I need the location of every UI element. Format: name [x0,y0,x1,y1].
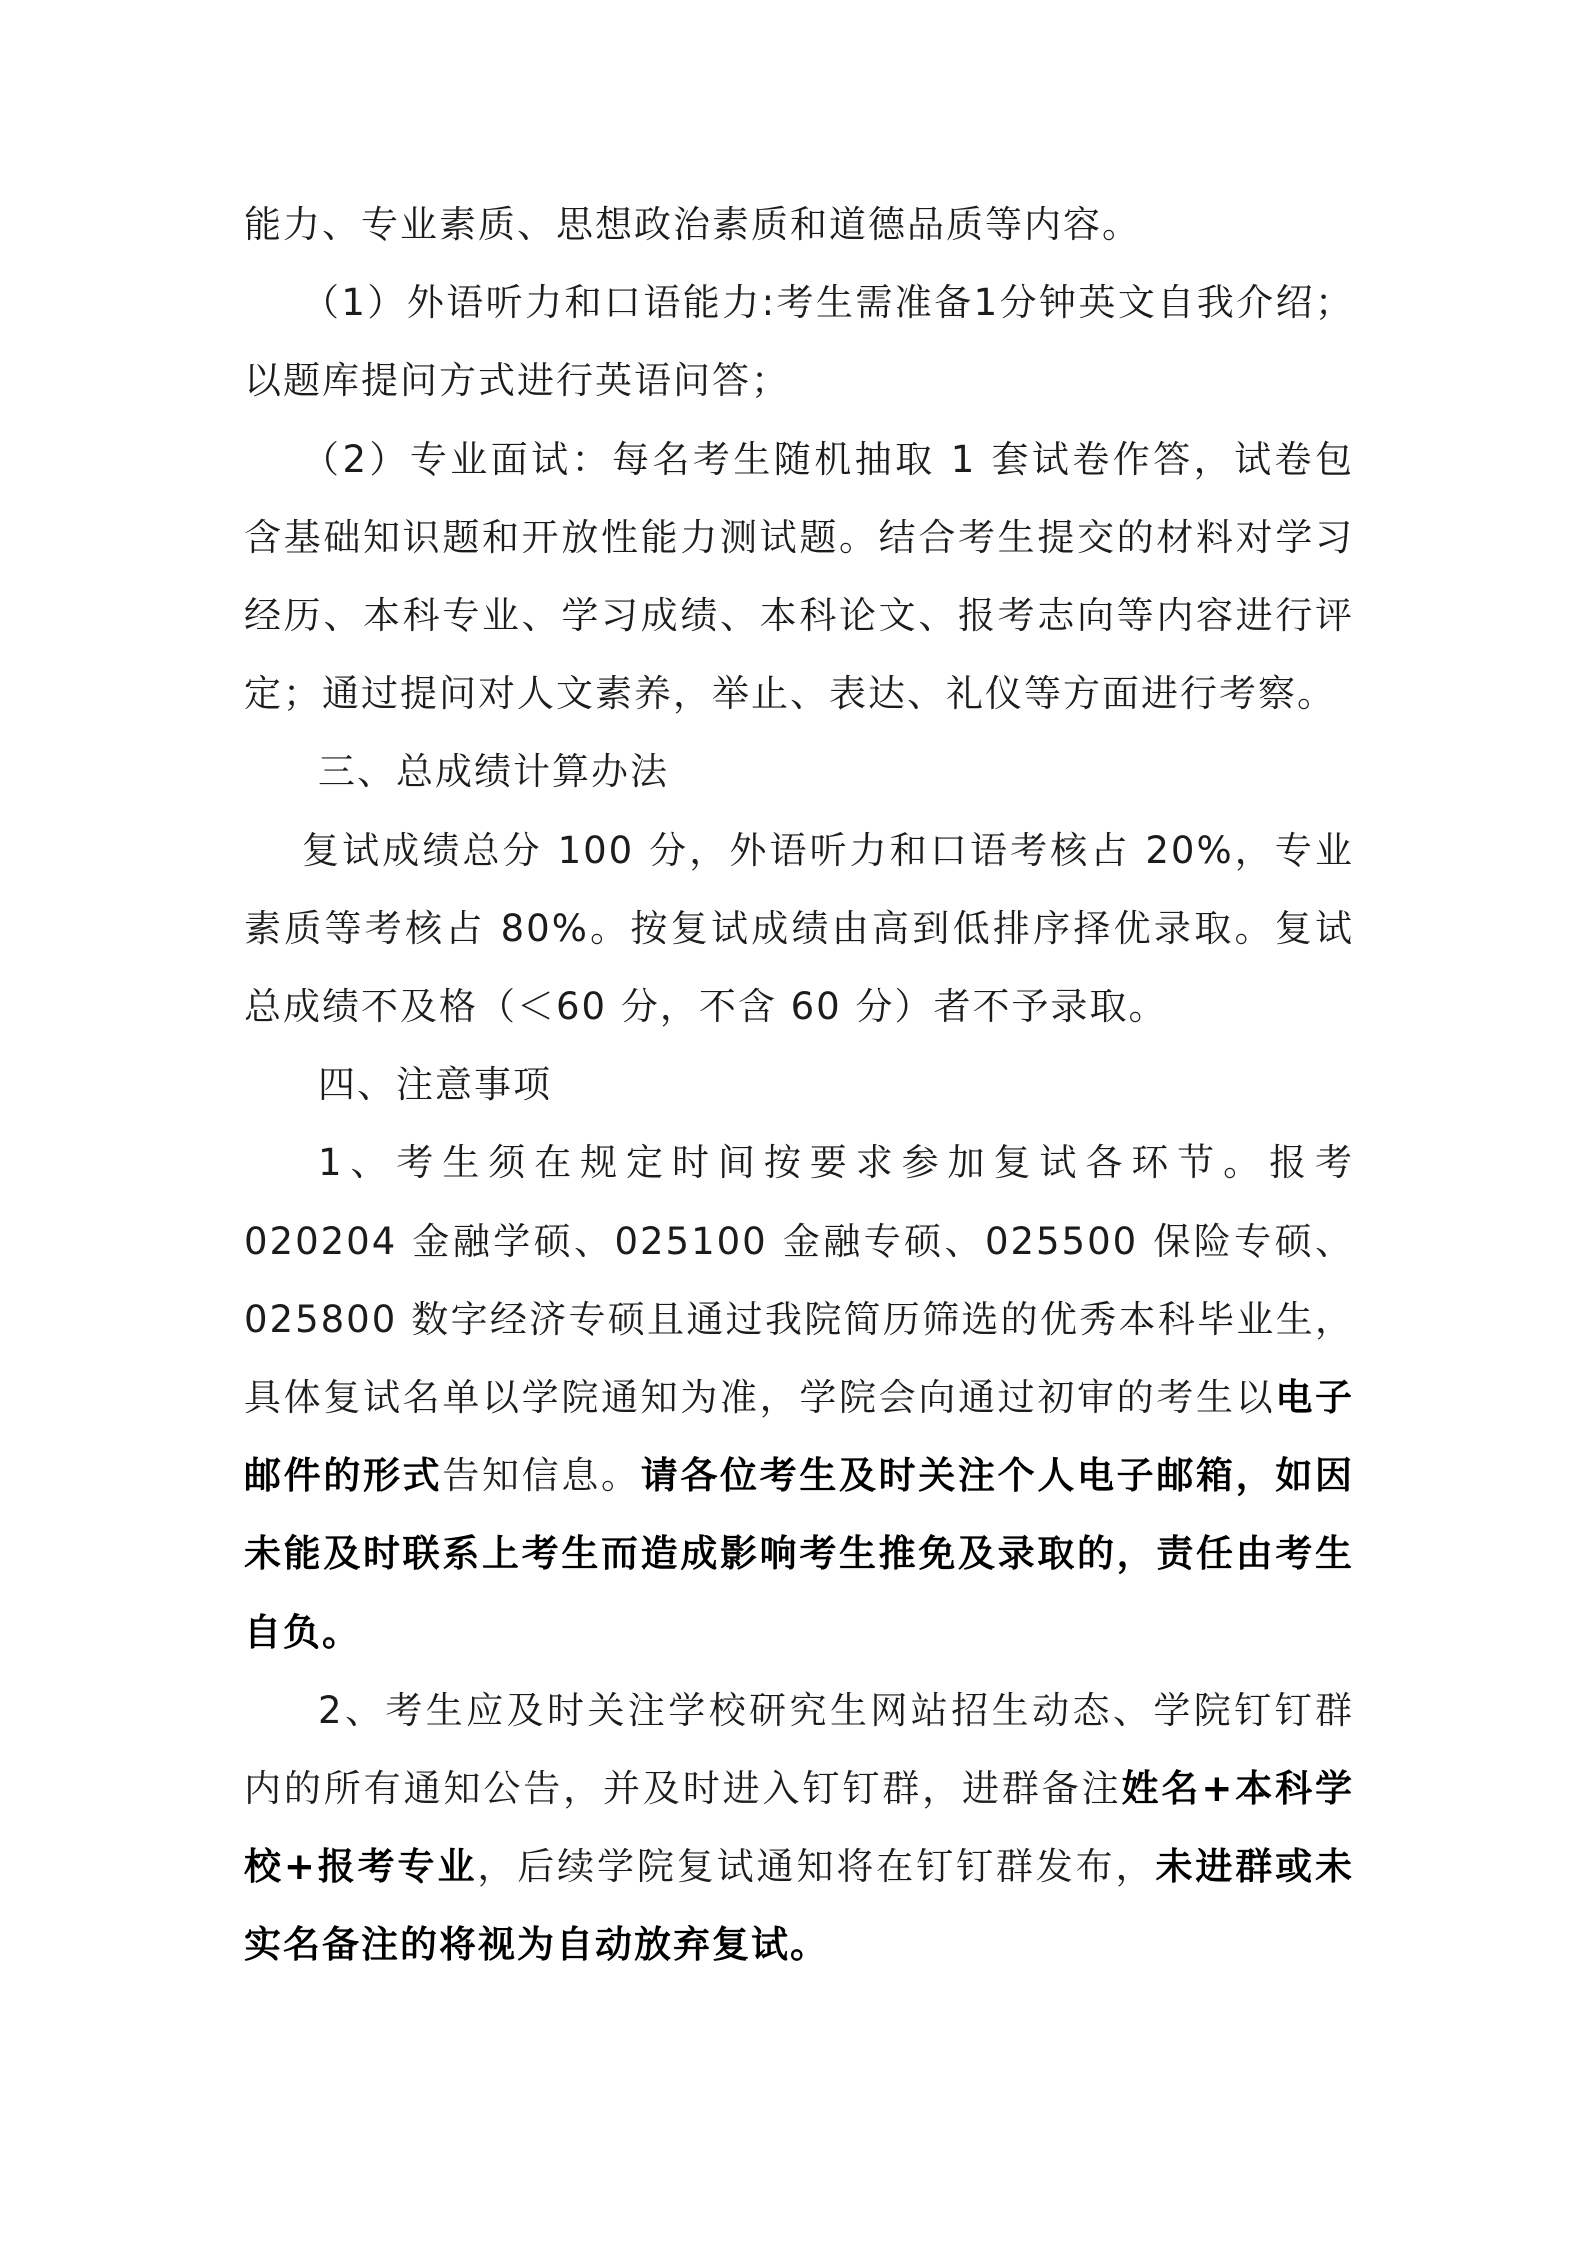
note-1-text-2: 告知信息。 [442,1454,641,1498]
section-heading-total-score: 三、总成绩计算办法 [318,750,669,794]
note-1-email-emphasis: 电子邮件的形式 [244,1376,1355,1498]
paragraph-note-1 [244,1124,1354,1671]
paragraph-listening-speaking: （1）外语听力和口语能力:考生需准备1分钟英文自我介绍；以题库提问方式进行英语问答； [244,281,1354,403]
note-1-warning: 请各位考生及时关注个人电子邮箱，如因未能及时联系上考生而造成影响考生推免及录取的，责任由考生自负。 [244,1454,1355,1654]
note-1-text: 1、考生须在规定时间按要求参加复试各环节。报考 020204 金融学硕、025100 金融专硕、025500 保险专硕、025800 数字经济专硕且通过我院简历筛选的优秀本科毕业生，具体复试名单以学院通知为准，学院会向通过初审的考生以 [244,1141,1354,1420]
note-2-text-2: ，后续学院复试通知将在钉钉群发布， [477,1845,1156,1889]
paragraph-professional-interview: （2）专业面试：每名考生随机抽取 1 套试卷作答，试卷包含基础知识题和开放性能力测试题。结合考生提交的材料对学习经历、本科专业、学习成绩、本科论文、报考志向等内容进行评定；通过提问对人文素养，举止、表达、礼仪等方面进行考察。 [244,437,1354,716]
paragraph-note-2 [244,1672,1354,1985]
paragraph-score-calculation: 复试成绩总分 100 分，外语听力和口语考核占 20%，专业素质等考核占 80%。按复试成绩由高到低排序择优录取。复试总成绩不及格（＜60 分，不含 60 分）者不予录取。 [244,828,1354,1029]
note-2-text: 2、考生应及时关注学校研究生网站招生动态、学院钉钉群内的所有通知公告，并及时进入钉钉群，进群备注 [244,1688,1354,1811]
section-heading-notes: 四、注意事项 [318,1063,552,1107]
note-2-remark-format: 姓名+本科学校+报考专业 [244,1767,1354,1889]
note-2-warning: 未进群或未实名备注的将视为自动放弃复试。 [244,1845,1355,1967]
document-body [244,186,1354,1985]
paragraph-content-intro: 能力、专业素质、思想政治素质和道德品质等内容。 [244,203,1141,246]
